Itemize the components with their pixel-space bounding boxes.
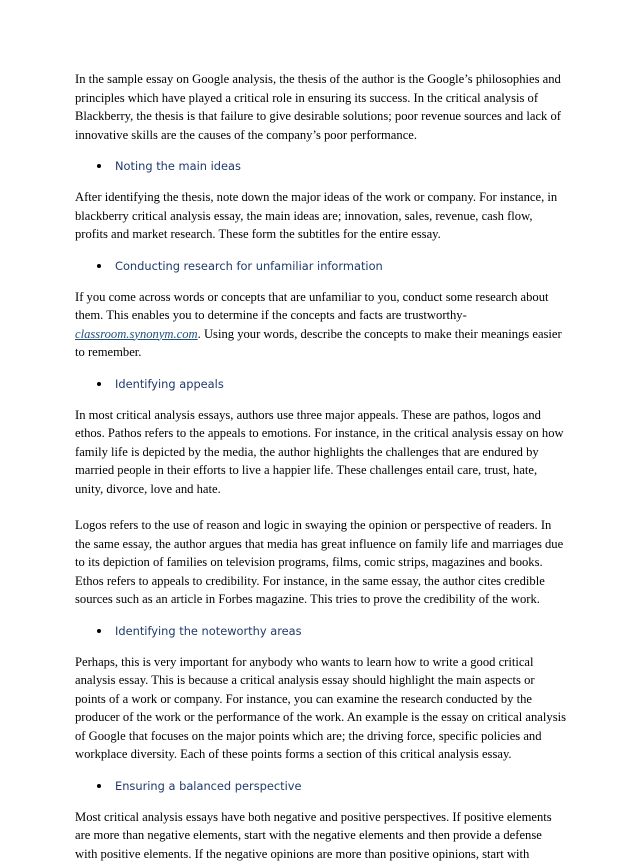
- bullet-label: Ensuring a balanced perspective: [115, 779, 302, 793]
- paragraph-appeals-pathos: In most critical analysis essays, authors use three major appeals. These are pathos, logos and ethos. Pathos refers to the appeals to emotions. For instance, in the critical analysis essay on how family life is depicted by the media, the author highlights the challenges that are endured by married people in their efforts to live a happier life. These challenges entail care, trust, hate, unity, divorce, love and hate.: [75, 406, 567, 499]
- source-link[interactable]: classroom.synonym.com: [75, 327, 198, 341]
- paragraph-noteworthy: Perhaps, this is very important for anybody who wants to learn how to write a good critical analysis essay. This is because a critical analysis essay should highlight the main aspects or points of a work or company. For instance, you can examine the research conducted by the producer of the work or the performance of the work. An example is the essay on critical analysis of Google that focuses on the major points which are; the driving force, specific policies and workplace diversity. Each of these points forms a section of this critical analysis essay.: [75, 653, 567, 764]
- paragraph-text: If you come across words or concepts that are unfamiliar to you, conduct some research about them. This enables you to determine if the concepts and facts are trustworthy-: [75, 290, 549, 323]
- bullet-conducting-research: [97, 256, 567, 276]
- bullet-noteworthy-areas: [97, 621, 567, 641]
- bullet-label: Identifying the noteworthy areas: [115, 624, 302, 638]
- bullet-label: Identifying appeals: [115, 377, 224, 391]
- paragraph-thesis-examples: In the sample essay on Google analysis, the thesis of the author is the Google’s philosophies and principles which have played a critical role in ensuring its success. In the critical analysis of Blackberry, the thesis is that failure to give desirable solutions; poor revenue sources and lack of innovative skills are the causes of the company’s poor performance.: [75, 70, 567, 144]
- paragraph-research: [75, 288, 567, 362]
- bullet-dot-icon: [97, 629, 101, 633]
- bullet-identifying-appeals: [97, 374, 567, 394]
- bullet-label: Noting the main ideas: [115, 159, 241, 173]
- document-page: [75, 70, 567, 863]
- bullet-label: Conducting research for unfamiliar information: [115, 259, 383, 273]
- paragraph-logos-ethos: Logos refers to the use of reason and logic in swaying the opinion or perspective of readers. In the same essay, the author argues that media has great influence on family life and marriages due to its depiction of families on television programs, films, comic strips, magazines and books. Ethos refers to appeals to credibility. For instance, in the same essay, the author cites credible sources such as an article in Forbes magazine. This tries to prove the credibility of the work.: [75, 516, 567, 609]
- bullet-dot-icon: [97, 382, 101, 386]
- paragraph-text: . Using your words, describe the concepts to make their meanings easier to remember.: [75, 327, 562, 360]
- bullet-balanced-perspective: [97, 776, 567, 796]
- bullet-dot-icon: [97, 164, 101, 168]
- paragraph-balanced: Most critical analysis essays have both negative and positive perspectives. If positive elements are more than negative elements, start with the negative elements and then provide a defense with positive elements. If the negative opinions are more than positive opinions, start with: [75, 808, 567, 863]
- paragraph-main-ideas: After identifying the thesis, note down the major ideas of the work or company. For instance, in blackberry critical analysis essay, the main ideas are; innovation, sales, revenue, cash flow, profits and market research. These form the subtitles for the entire essay.: [75, 188, 567, 244]
- bullet-dot-icon: [97, 264, 101, 268]
- bullet-dot-icon: [97, 784, 101, 788]
- bullet-noting-main-ideas: [97, 156, 567, 176]
- paragraph-gap: [75, 498, 567, 516]
